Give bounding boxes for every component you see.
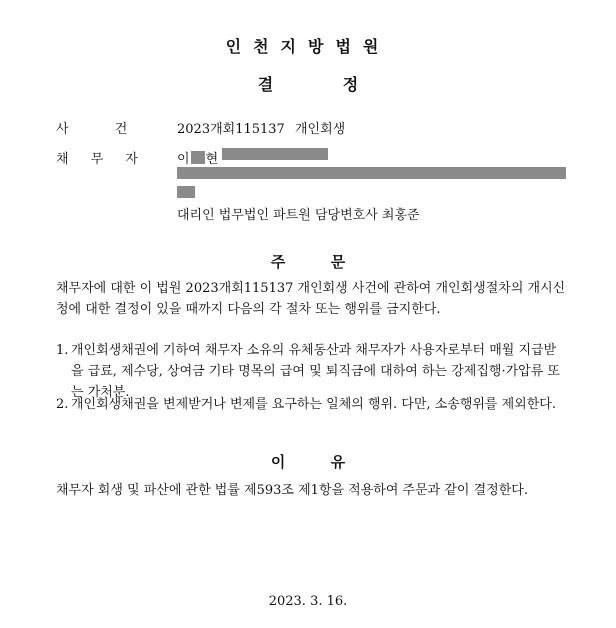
order-item-text: 개인회생채권에 기하여 채무자 소유의 유체동산과 채무자가 사용자로부터 매월 지급받을 급료, 제수당, 상여금 기타 명목의 급여 및 퇴직금에 대하여 하는 강제집행·가압류 또는 가처분. — [71, 343, 560, 400]
order-item — [56, 394, 566, 415]
reason-text: 채무자 회생 및 파산에 관한 법률 제593조 제1항을 적용하여 주문과 같이 결정한다. — [56, 483, 528, 498]
redaction-block — [177, 167, 566, 179]
debtor-name-start: 이 — [177, 152, 190, 167]
agent-line: 대리인 법무법인 파트원 담당변호사 최홍준 — [177, 208, 420, 223]
order-item-text: 개인회생채권을 변제받거나 변제를 요구하는 일체의 행위. 다만, 소송행위를 제외한다. — [71, 397, 556, 412]
document-type: 결 정 — [257, 75, 359, 94]
order-item-number: 1. — [56, 343, 69, 358]
debtor-name — [177, 148, 218, 167]
redaction-block — [177, 186, 195, 198]
decision-date: 2023. 3. 16. — [268, 594, 348, 609]
case-value: 2023개회115137 개인회생 — [177, 122, 346, 137]
debtor-label: 채 무 자 — [56, 152, 138, 167]
court-name: 인천지방법원 — [225, 37, 391, 56]
redaction-block — [222, 148, 328, 160]
redaction-block — [191, 151, 205, 164]
order-intro: 채무자에 대한 이 법원 2023개회115137 개인회생 사건에 관하여 개인회생절차의 개시신청에 대한 결정이 있을 때까지 다음의 각 절차 또는 행위를 금지한다. — [56, 281, 566, 317]
order-title: 주 문 — [270, 253, 346, 271]
reason-title: 이 유 — [270, 453, 346, 471]
case-label: 사 건 — [56, 122, 128, 137]
order-item-number: 2. — [56, 397, 69, 412]
debtor-name-end: 현 — [205, 152, 219, 167]
